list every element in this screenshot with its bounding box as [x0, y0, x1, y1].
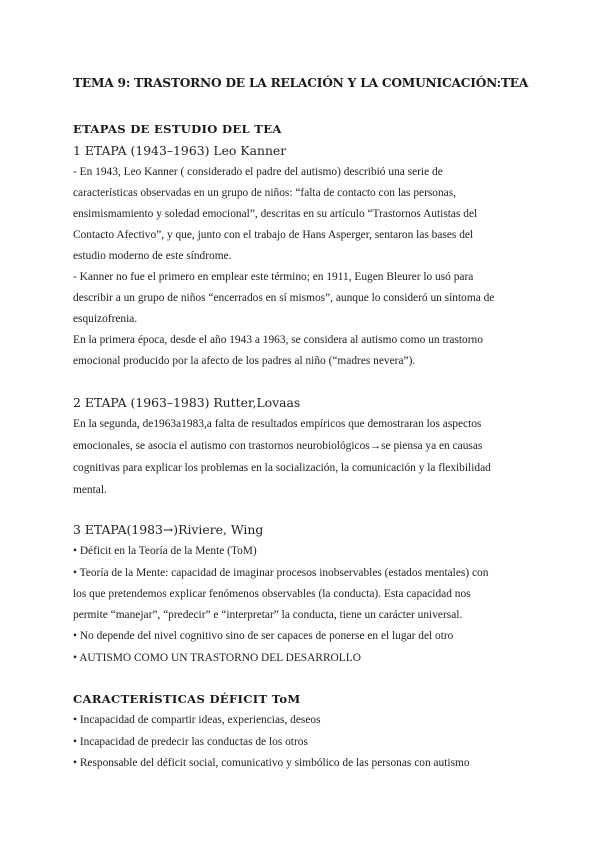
paragraph-line: ensimismamiento y soledad emocional”, descritas en su artículo “Trastornos Autistas del: [73, 208, 478, 220]
paragraph-line: permite “manejar”, “predecir” e “interpretar” la conducta, tiene un carácter universal.: [73, 609, 463, 621]
paragraph-line: En la primera época, desde el año 1943 a 1963, se considera al autismo como un trastorno: [73, 334, 483, 346]
bullet-item: • No depende del nivel cognitivo sino de ser capaces de ponerse en el lugar del otro: [73, 630, 454, 642]
paragraph-line: mental.: [73, 484, 107, 496]
bullet-item: • Teoría de la Mente: capacidad de imaginar procesos inobservables (estados mentales) con: [73, 567, 489, 579]
paragraph-line: emocional producido por la afecto de los padres al niño (“madres nevera”).: [73, 355, 416, 367]
paragraph-line: cognitivas para explicar los problemas en la socialización, la comunicación y la flexibilidad: [73, 462, 491, 474]
paragraph-line: - En 1943, Leo Kanner ( considerado el padre del autismo) describió una serie de: [73, 166, 443, 178]
section-heading-etapas: ETAPAS DE ESTUDIO DEL TEA: [73, 122, 282, 136]
stage-2-heading: 2 ETAPA (1963–1983) Rutter,Lovaas: [73, 395, 301, 410]
stage-3-heading: 3 ETAPA(1983→)Riviere, Wing: [73, 522, 264, 537]
stage-1-heading: 1 ETAPA (1943–1963) Leo Kanner: [73, 143, 287, 158]
paragraph-line: - Kanner no fue el primero en emplear este término; en 1911, Eugen Bleurer lo usó para: [73, 271, 474, 283]
paragraph-line: los que pretendemos explicar fenómenos observables (la conducta). Esta capacidad nos: [73, 588, 471, 600]
bullet-item: • Responsable del déficit social, comunicativo y simbólico de las personas con autismo: [73, 757, 470, 769]
document-title: TEMA 9: TRASTORNO DE LA RELACIÓN Y LA COMUNICACIÓN:TEA: [73, 76, 529, 90]
paragraph-line: describir a un grupo de niños “encerrados en sí mismos”, aunque lo consideró un síntoma de: [73, 292, 495, 304]
paragraph-line: Contacto Afectivo”, y que, junto con el trabajo de Hans Asperger, sentaron las bases del: [73, 229, 474, 241]
paragraph-line: estudio moderno de este síndrome.: [73, 250, 232, 262]
bullet-item: • AUTISMO COMO UN TRASTORNO DEL DESARROLLO: [73, 652, 361, 664]
paragraph-line: emocionales, se asocia el autismo con trastornos neurobiológicos→se piensa ya en causas: [73, 440, 483, 452]
bullet-item: • Incapacidad de predecir las conductas de los otros: [73, 736, 308, 748]
paragraph-line: En la segunda, de1963a1983,a falta de resultados empíricos que demostraran los aspectos: [73, 418, 482, 430]
bullet-item: • Déficit en la Teoría de la Mente (ToM): [73, 545, 257, 557]
paragraph-line: esquizofrenia.: [73, 313, 138, 325]
section-heading-caracteristicas: CARACTERÍSTICAS DÉFICIT ToM: [73, 692, 301, 706]
bullet-item: • Incapacidad de compartir ideas, experiencias, deseos: [73, 714, 321, 726]
paragraph-line: características observadas en un grupo de niños: “falta de contacto con las personas,: [73, 187, 457, 199]
